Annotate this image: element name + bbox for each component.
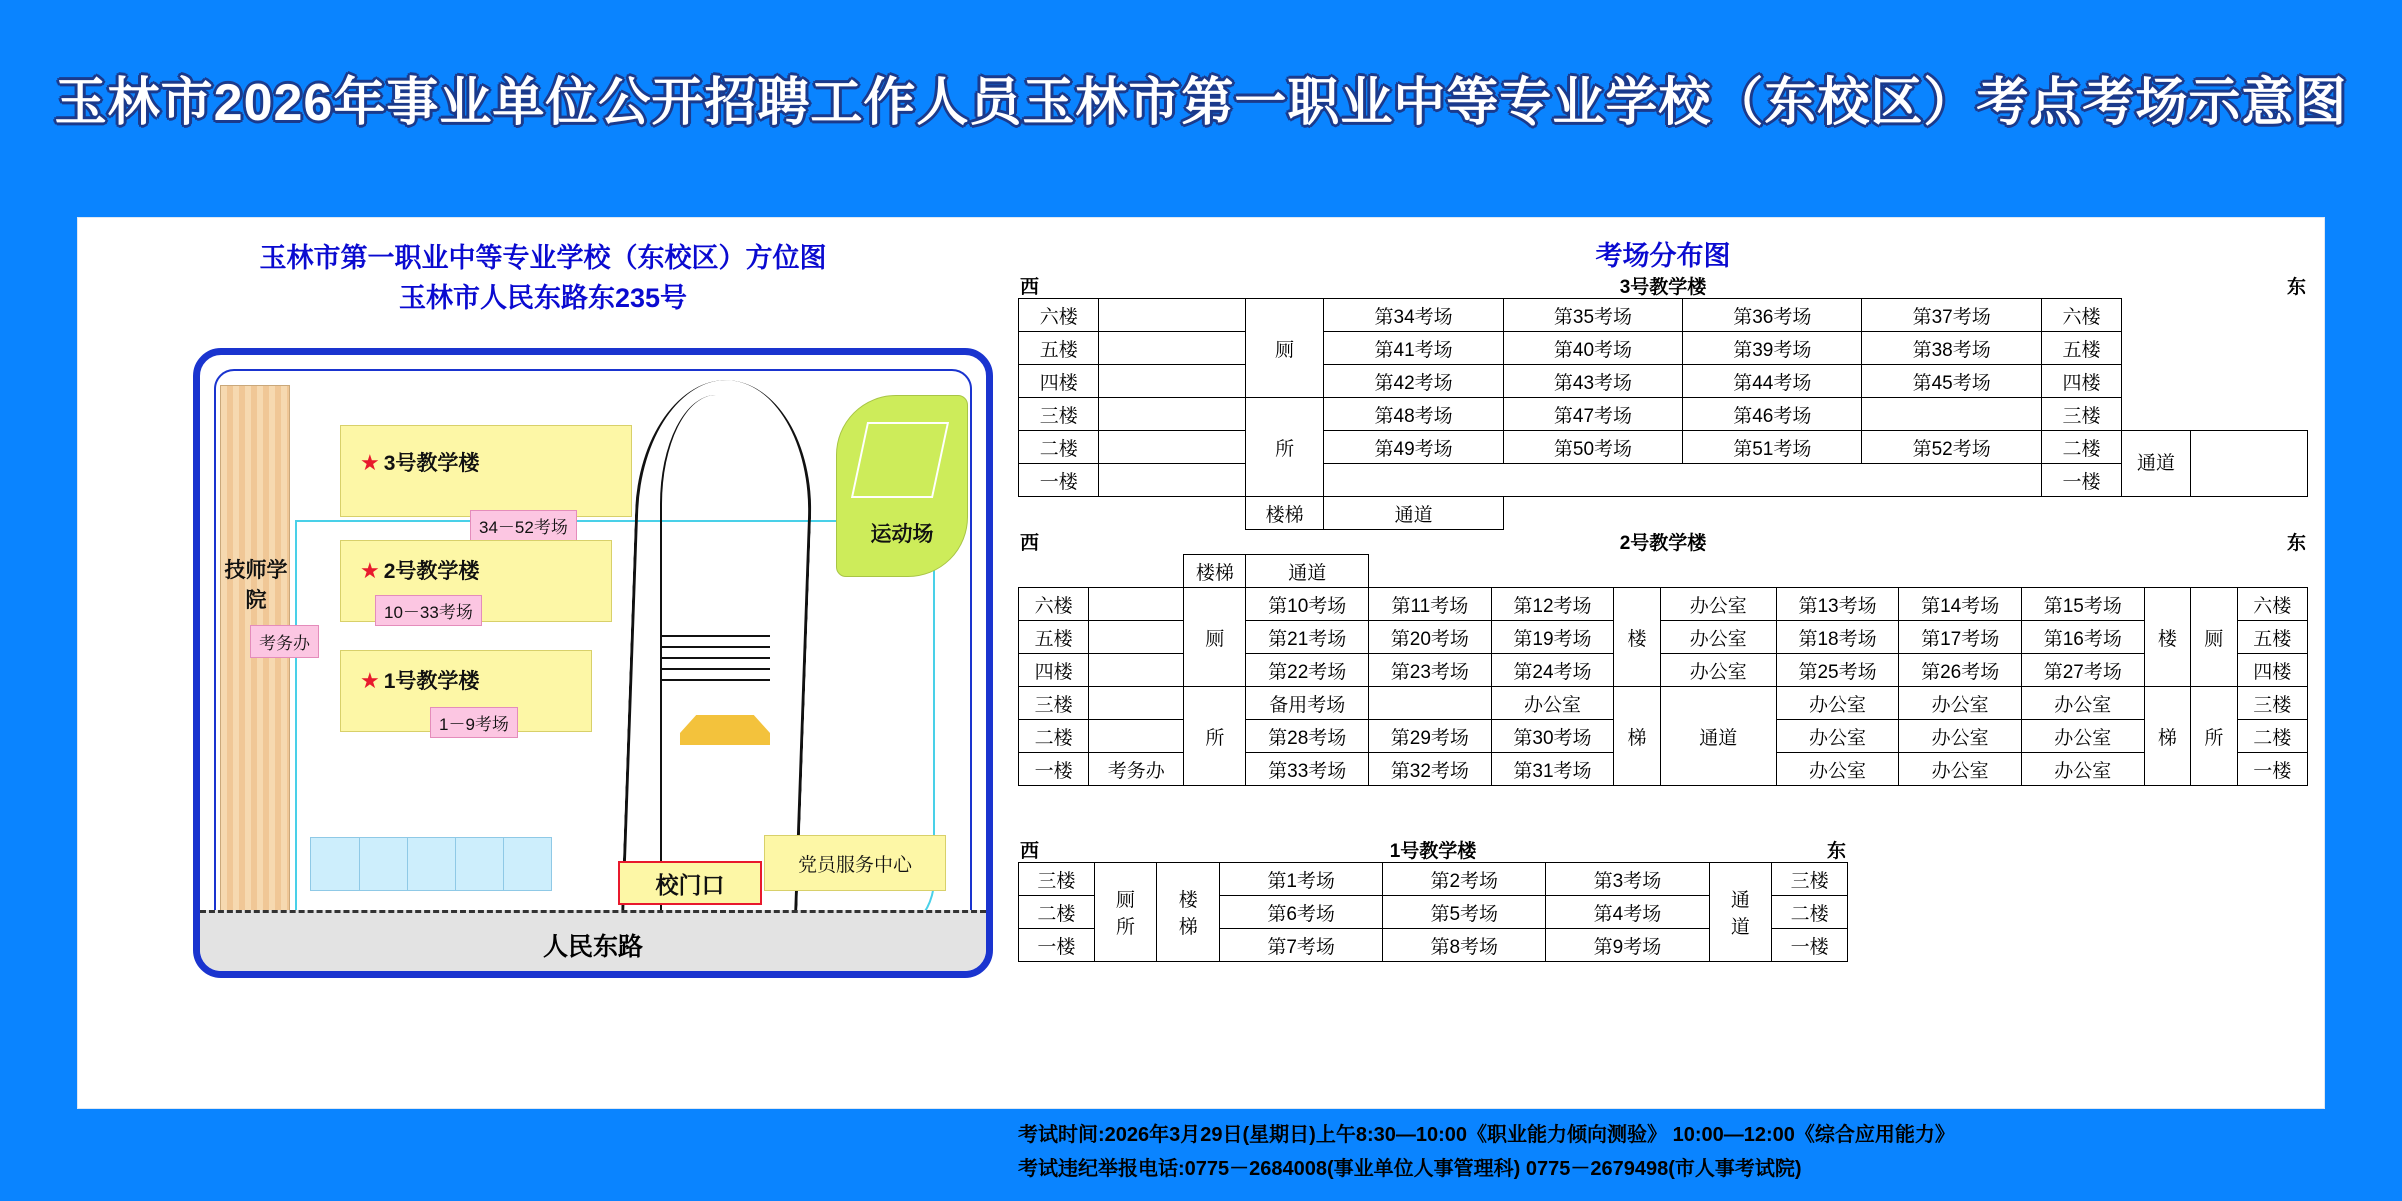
room-cell: 第8考场 [1383, 929, 1546, 962]
room-cell: 第42考场 [1324, 365, 1503, 398]
direction-west: 西 [1020, 841, 1040, 862]
office-cell: 办公室 [1660, 654, 1776, 687]
toilet-cell: 厕 [1245, 299, 1323, 398]
table-row [1019, 332, 2308, 365]
floor-left: 五楼 [1019, 621, 1089, 654]
building-2-name: 2号教学楼 [1619, 533, 1707, 554]
report-phone-note: 考试违纪举报电话:0775－2684008(事业单位人事管理科) 0775－2679498(市人事考试院) [1018, 1158, 1802, 1180]
stairs-cell: 楼 [1614, 588, 1660, 687]
stairs-cell: 楼 梯 [1157, 863, 1220, 962]
room-cell: 第52考场 [1862, 431, 2041, 464]
floor-right: 六楼 [2041, 299, 2121, 332]
stairs-cell: 梯 [2144, 687, 2190, 786]
building-1-header [1018, 836, 1848, 862]
room-cell: 第24考场 [1491, 654, 1614, 687]
floor-left: 二楼 [1019, 431, 1099, 464]
direction-east: 东 [2286, 277, 2306, 298]
floor-right: 二楼 [2237, 720, 2307, 753]
floor-left: 二楼 [1019, 896, 1095, 929]
campus-map [193, 348, 993, 978]
floor-left: 三楼 [1019, 398, 1099, 431]
blank-cell [1089, 588, 1184, 621]
room-cell: 第47考场 [1503, 398, 1682, 431]
building-2-label: ★ 2号教学楼 [360, 558, 480, 583]
building-2-rooms-tag: 10－33考场 [375, 595, 482, 626]
table-row [1019, 365, 2308, 398]
building-3-table-block [1018, 272, 2308, 530]
exam-notes [1018, 1118, 2318, 1186]
room-cell [1862, 398, 2041, 431]
blank-cell [1369, 555, 2308, 588]
floor-left: 六楼 [1019, 299, 1099, 332]
stairs-cell: 梯 [1614, 687, 1660, 786]
room-cell: 第36考场 [1683, 299, 1862, 332]
office-cell: 办公室 [1899, 720, 2022, 753]
blank-cell [1089, 654, 1184, 687]
floor-right: 三楼 [2237, 687, 2307, 720]
blank-cell [2190, 431, 2307, 497]
room-cell: 第14考场 [1899, 588, 2022, 621]
room-cell: 第41考场 [1324, 332, 1503, 365]
building-2-table-block [1018, 528, 2308, 786]
floor-right: 四楼 [2041, 365, 2121, 398]
toilet-cell: 厕 [2191, 588, 2237, 687]
room-cell: 第38考场 [1862, 332, 2041, 365]
corridor-cell: 通道 [2122, 431, 2191, 497]
building-3-name: 3号教学楼 [1619, 277, 1707, 298]
main-road-label: 人民东路 [542, 933, 643, 961]
room-cell: 第31考场 [1491, 753, 1614, 786]
table-row [1019, 497, 2308, 530]
room-cell: 第29考场 [1369, 720, 1492, 753]
exam-office-cell: 考务办 [1089, 753, 1184, 786]
room-cell: 第12考场 [1491, 588, 1614, 621]
floor-right: 五楼 [2041, 332, 2121, 365]
room-cell: 第15考场 [2022, 588, 2145, 621]
room-cell: 第11考场 [1369, 588, 1492, 621]
floor-left: 三楼 [1019, 687, 1089, 720]
table-row [1019, 555, 2308, 588]
blank-cell [1099, 398, 1246, 431]
building-2-table [1018, 554, 2308, 786]
office-cell: 办公室 [2022, 753, 2145, 786]
page-title: 玉林市2026年事业单位公开招聘工作人员玉林市第一职业中等专业学校（东校区）考点考场示意图 [54, 74, 2348, 132]
blank-cell [1503, 497, 2190, 530]
room-cell: 第6考场 [1220, 896, 1383, 929]
campus-map-section [98, 228, 988, 1098]
star-icon: ★ [360, 450, 380, 475]
blank-cell [1324, 464, 2041, 497]
room-cell: 第39考场 [1683, 332, 1862, 365]
room-cell: 第45考场 [1862, 365, 2041, 398]
stairs-cell: 楼梯 [1245, 497, 1323, 530]
table-row [1019, 687, 2308, 720]
building-3-label: ★ 3号教学楼 [360, 450, 480, 475]
building-2-header [1018, 528, 2308, 554]
room-cell: 第35考场 [1503, 299, 1682, 332]
sports-field [836, 395, 968, 577]
floor-right: 六楼 [2237, 588, 2307, 621]
corridor-cell: 通道 [1246, 555, 1369, 588]
blank-cell [1089, 720, 1184, 753]
direction-west: 西 [1020, 533, 1040, 554]
floor-left: 四楼 [1019, 654, 1089, 687]
star-icon: ★ [360, 558, 380, 583]
blank-cell [1369, 687, 1492, 720]
table-row [1019, 464, 2308, 497]
exam-office-tag: 考务办 [250, 625, 319, 658]
toilet-cell: 所 [1184, 687, 1246, 786]
toilet-cell: 厕 [1184, 588, 1246, 687]
floor-right: 一楼 [1772, 929, 1848, 962]
office-cell: 办公室 [1899, 753, 2022, 786]
office-cell: 办公室 [1776, 753, 1899, 786]
floor-right: 四楼 [2237, 654, 2307, 687]
room-cell: 第1考场 [1220, 863, 1383, 896]
toilet-cell: 厕 所 [1094, 863, 1157, 962]
blank-cell [1099, 365, 1246, 398]
floor-left: 五楼 [1019, 332, 1099, 365]
table-row [1019, 398, 2308, 431]
table-row [1019, 588, 2308, 621]
floor-left: 二楼 [1019, 720, 1089, 753]
main-road [200, 910, 986, 971]
room-cell: 第50考场 [1503, 431, 1682, 464]
blank-cell [1089, 621, 1184, 654]
party-service-center: 党员服务中心 [764, 835, 946, 891]
steps-shape [660, 635, 770, 695]
direction-east: 东 [1826, 841, 1846, 862]
room-cell: 第43考场 [1503, 365, 1682, 398]
table-row [1019, 863, 1848, 896]
building-1-label: ★ 1号教学楼 [360, 668, 480, 693]
office-cell: 办公室 [1660, 588, 1776, 621]
room-cell: 第44考场 [1683, 365, 1862, 398]
star-icon: ★ [360, 668, 380, 693]
office-cell: 办公室 [2022, 687, 2145, 720]
stairs-cell: 楼 [2144, 588, 2190, 687]
blank-cell [1099, 332, 1246, 365]
room-cell: 第18考场 [1776, 621, 1899, 654]
room-distribution-title: 考场分布图 [1595, 241, 1731, 271]
corridor-cell: 通道 [1324, 497, 1503, 530]
floor-right: 一楼 [2237, 753, 2307, 786]
room-cell: 第3考场 [1546, 863, 1709, 896]
room-cell: 第30考场 [1491, 720, 1614, 753]
stairs-cell: 楼梯 [1184, 555, 1246, 588]
room-cell: 第16考场 [2022, 621, 2145, 654]
blank-cell [1099, 431, 1246, 464]
floor-left: 六楼 [1019, 588, 1089, 621]
room-cell: 第7考场 [1220, 929, 1383, 962]
floor-left: 四楼 [1019, 365, 1099, 398]
room-cell: 第37考场 [1862, 299, 2041, 332]
floor-left: 一楼 [1019, 464, 1099, 497]
floor-right: 五楼 [2237, 621, 2307, 654]
floor-right: 二楼 [2041, 431, 2121, 464]
room-cell: 第28考场 [1246, 720, 1369, 753]
room-cell: 第40考场 [1503, 332, 1682, 365]
room-cell: 备用考场 [1246, 687, 1369, 720]
room-cell: 第49考场 [1324, 431, 1503, 464]
room-cell: 第33考场 [1246, 753, 1369, 786]
direction-west: 西 [1020, 277, 1040, 298]
room-cell: 第25考场 [1776, 654, 1899, 687]
map-heading [98, 238, 988, 318]
blank-cell [1099, 497, 1246, 530]
floor-right: 二楼 [1772, 896, 1848, 929]
building-3-header [1018, 272, 2308, 298]
building-1-rooms-tag: 1－9考场 [430, 707, 518, 738]
blank-cell [1019, 497, 1099, 530]
room-cell: 第26考场 [1899, 654, 2022, 687]
room-cell: 第48考场 [1324, 398, 1503, 431]
office-cell: 办公室 [1660, 621, 1776, 654]
room-cell: 第23考场 [1369, 654, 1492, 687]
room-distribution-section [1018, 228, 2308, 1098]
floor-right: 三楼 [1772, 863, 1848, 896]
office-cell: 办公室 [2022, 720, 2145, 753]
room-cell: 第2考场 [1383, 863, 1546, 896]
office-cell: 办公室 [1491, 687, 1614, 720]
blank-cell [1089, 555, 1184, 588]
room-cell: 第22考场 [1246, 654, 1369, 687]
room-cell: 第51考场 [1683, 431, 1862, 464]
corridor-cell: 通 道 [1709, 863, 1772, 962]
blank-cell [1099, 299, 1246, 332]
building-3-table [1018, 298, 2308, 530]
table-row [1019, 431, 2308, 464]
exam-time-note: 考试时间:2026年3月29日(星期日)上午8:30—10:00《职业能力倾向测验》 10:00—12:00《综合应用能力》 [1018, 1124, 1955, 1146]
sports-field-label: 运动场 [870, 523, 934, 546]
floor-left: 三楼 [1019, 863, 1095, 896]
blank-cell [1019, 555, 1089, 588]
toilet-cell: 所 [2191, 687, 2237, 786]
office-cell: 办公室 [1899, 687, 2022, 720]
plaza-shape [680, 715, 770, 745]
room-cell: 第19考场 [1491, 621, 1614, 654]
direction-east: 东 [2286, 533, 2306, 554]
room-cell: 第17考场 [1899, 621, 2022, 654]
room-cell: 第34考场 [1324, 299, 1503, 332]
map-heading-line2: 玉林市人民东路东235号 [398, 283, 688, 313]
floor-right: 一楼 [2041, 464, 2121, 497]
room-cell: 第4考场 [1546, 896, 1709, 929]
room-cell: 第20考场 [1369, 621, 1492, 654]
floor-left: 一楼 [1019, 753, 1089, 786]
building-3-rooms-tag: 34－52考场 [470, 510, 577, 541]
corridor-cell: 通道 [1660, 687, 1776, 786]
room-cell: 第13考场 [1776, 588, 1899, 621]
room-cell: 第9考场 [1546, 929, 1709, 962]
content-panel [78, 218, 2324, 1180]
building-1-table [1018, 862, 1848, 962]
office-cell: 办公室 [1776, 687, 1899, 720]
floor-left: 一楼 [1019, 929, 1095, 962]
building-1-name: 1号教学楼 [1389, 841, 1477, 862]
room-cell: 第10考场 [1246, 588, 1369, 621]
pool-shape [310, 837, 552, 891]
neighbor-institute-block [220, 385, 290, 935]
room-cell: 第46考场 [1683, 398, 1862, 431]
floor-right: 三楼 [2041, 398, 2121, 431]
building-1-table-block [1018, 836, 1848, 962]
room-cell: 第21考场 [1246, 621, 1369, 654]
blank-cell [1089, 687, 1184, 720]
map-heading-line1: 玉林市第一职业中等专业学校（东校区）方位图 [259, 243, 827, 273]
school-gate: 校门口 [618, 861, 762, 905]
room-cell: 第5考场 [1383, 896, 1546, 929]
office-cell: 办公室 [1776, 720, 1899, 753]
room-cell: 第27考场 [2022, 654, 2145, 687]
neighbor-institute-label: 技师学院 [224, 559, 288, 612]
table-row [1019, 299, 2308, 332]
sports-field-inner [851, 422, 949, 498]
blank-cell [1099, 464, 1246, 497]
toilet-cell: 所 [1245, 398, 1323, 497]
room-cell: 第32考场 [1369, 753, 1492, 786]
